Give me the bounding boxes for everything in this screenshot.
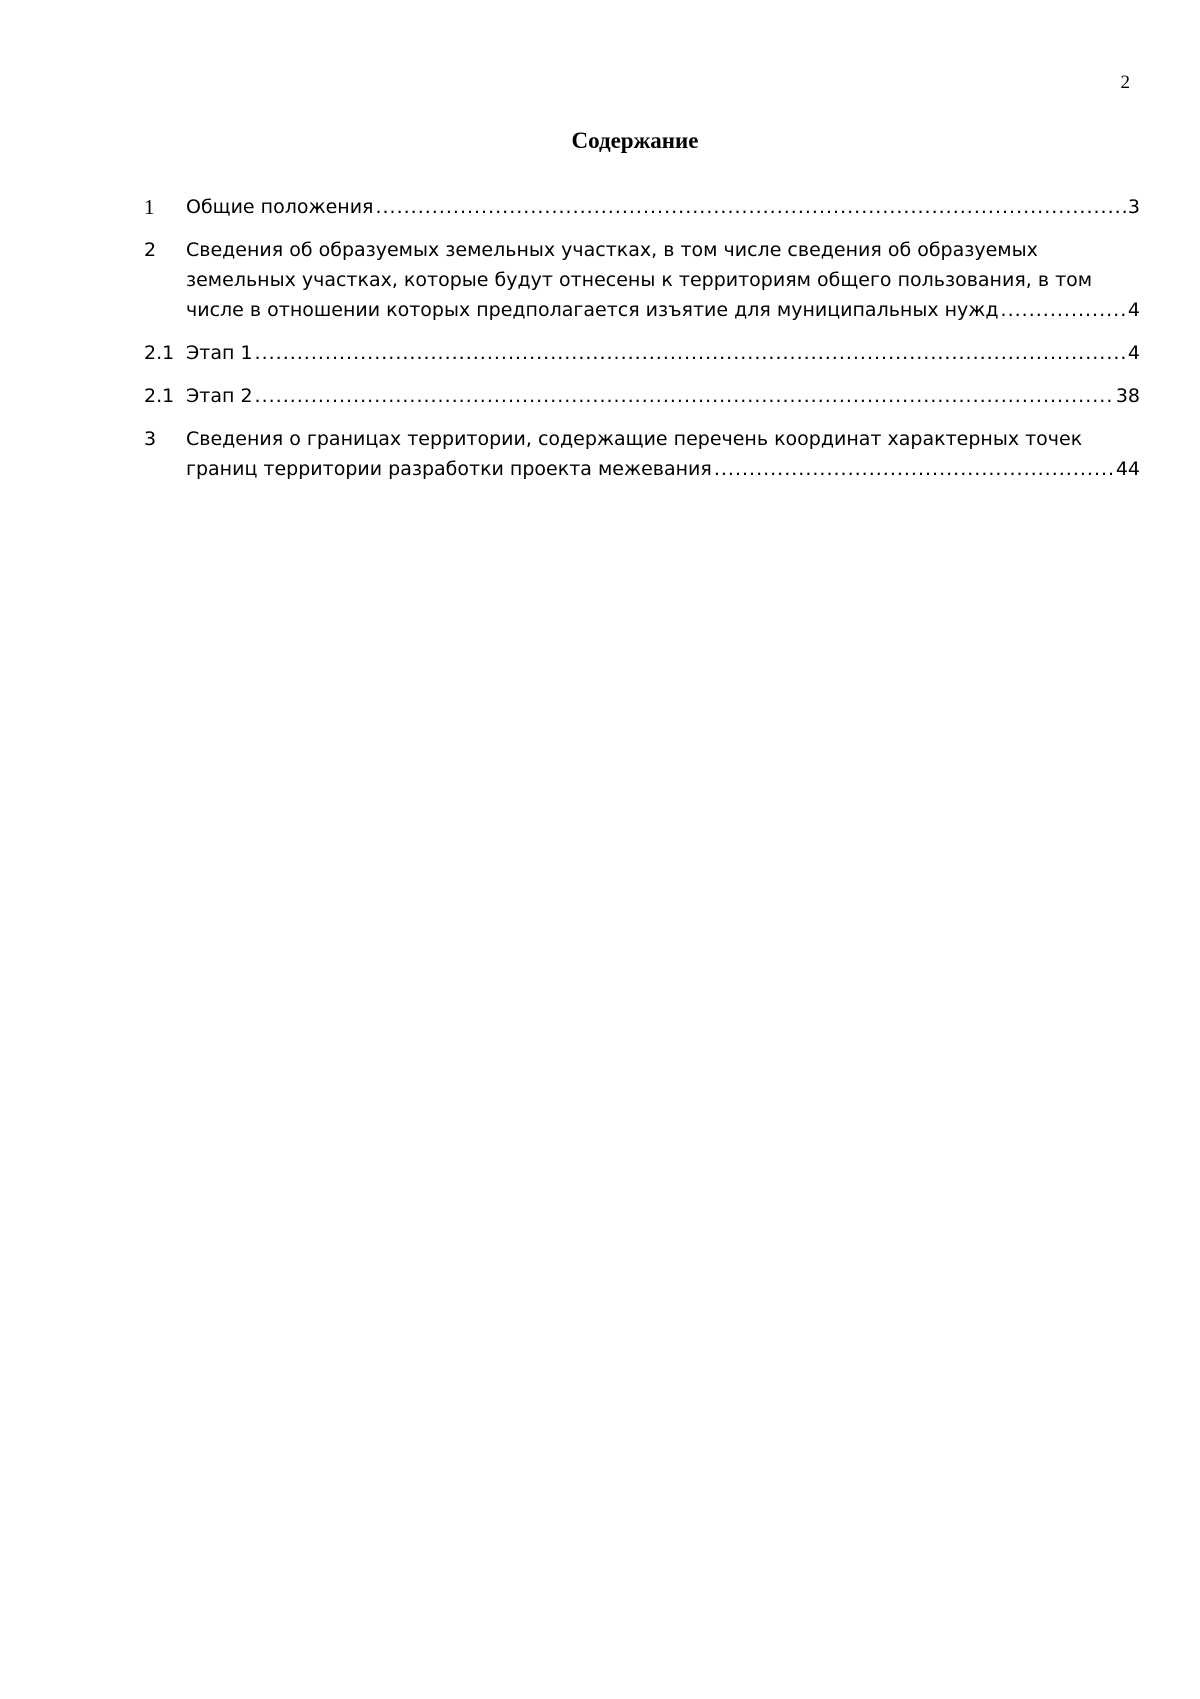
toc-entry-line xyxy=(186,295,1140,325)
toc-entry-page: 4 xyxy=(1127,299,1140,321)
toc-entry-title-line: Сведения о границах территории, содержащие перечень координат характерных точек xyxy=(186,428,1083,450)
toc-entry-page: 3 xyxy=(1127,196,1140,218)
toc-entry-3[interactable] xyxy=(144,424,1140,484)
toc-entry-line xyxy=(186,454,1140,484)
toc-entry-number: 2.1 xyxy=(144,342,175,364)
toc-entry-line xyxy=(186,192,1140,222)
toc-entry-number: 3 xyxy=(144,428,157,450)
toc-entry-number: 1 xyxy=(144,195,155,219)
toc-entry-2[interactable] xyxy=(144,235,1140,325)
toc-title: Содержание xyxy=(571,128,699,153)
toc-dot-leader xyxy=(714,454,1114,484)
toc-entry-title: Этап 1 xyxy=(186,342,253,364)
toc-entry-number: 2 xyxy=(144,239,157,261)
toc-entry-title: числе в отношении которых предполагается изъятие для муниципальных нужд xyxy=(186,299,999,321)
toc-entry-page: 44 xyxy=(1115,458,1140,480)
toc-dot-leader xyxy=(1001,295,1126,325)
toc-dot-leader xyxy=(255,381,1114,411)
toc-entry-title: границ территории разработки проекта межевания xyxy=(186,458,712,480)
table-of-contents xyxy=(144,192,1140,497)
toc-entry-page: 38 xyxy=(1115,385,1140,407)
toc-entry-line xyxy=(186,338,1140,368)
toc-dot-leader xyxy=(255,338,1126,368)
toc-entry-title-line: земельных участках, которые будут отнесены к территориям общего пользования, в том xyxy=(186,269,1093,291)
toc-entry-page: 4 xyxy=(1127,342,1140,364)
page-number: 2 xyxy=(1120,72,1130,93)
toc-entry-line xyxy=(186,381,1140,411)
toc-entry-title-line: Сведения об образуемых земельных участках, в том числе сведения об образуемых xyxy=(186,239,1038,261)
toc-entry-2-1-b[interactable] xyxy=(144,381,1140,411)
toc-entry-title: Общие положения xyxy=(186,196,374,218)
toc-entry-number: 2.1 xyxy=(144,385,175,407)
toc-entry-title: Этап 2 xyxy=(186,385,253,407)
toc-entry-2-1-a[interactable] xyxy=(144,338,1140,368)
toc-dot-leader xyxy=(375,192,1125,222)
toc-entry-1[interactable] xyxy=(144,192,1140,222)
